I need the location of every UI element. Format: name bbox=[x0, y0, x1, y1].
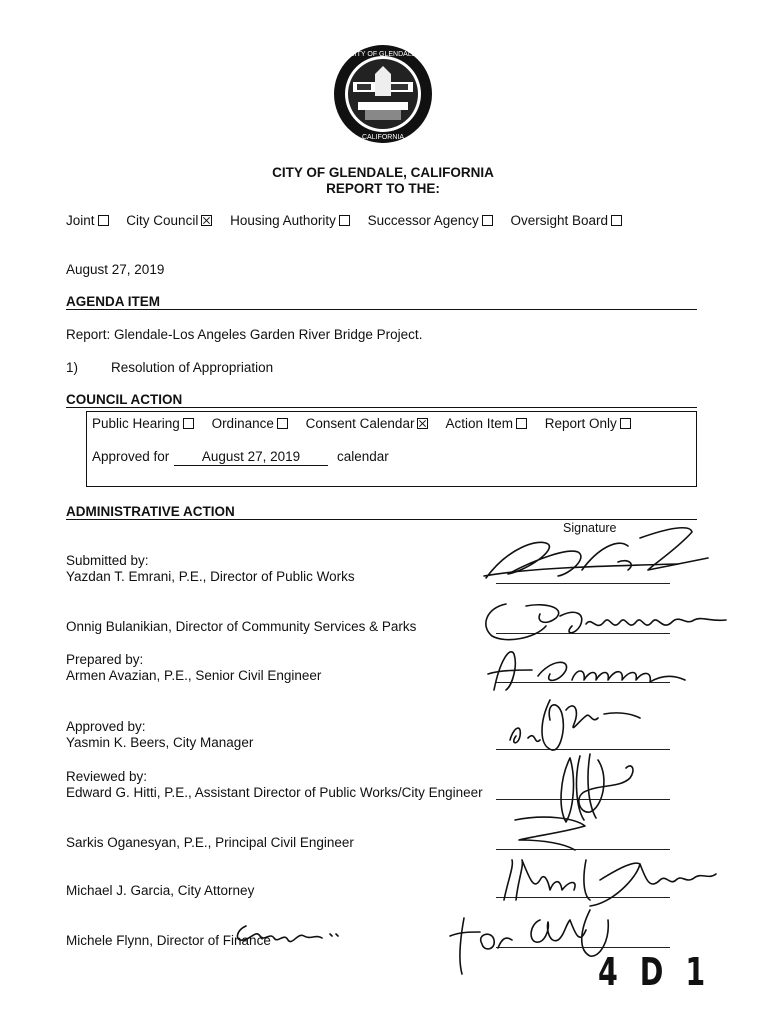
checkbox-joint[interactable] bbox=[98, 215, 109, 226]
checkbox-successor-agency[interactable] bbox=[482, 215, 493, 226]
option-action-item[interactable]: Action Item bbox=[445, 416, 541, 431]
checkbox-ordinance[interactable] bbox=[277, 418, 288, 429]
reviewed-by-name: Edward G. Hitti, P.E., Assistant Director of Public Works/City Engineer bbox=[66, 785, 483, 800]
report-subtitle: REPORT TO THE: bbox=[326, 181, 440, 196]
city-attorney-name: Michael J. Garcia, City Attorney bbox=[66, 883, 255, 898]
report-to-oversight-board[interactable]: Oversight Board bbox=[511, 213, 637, 228]
calendar-label: calendar bbox=[337, 449, 389, 464]
finance-director-name: Michele Flynn, Director of Finance bbox=[66, 933, 271, 948]
report-to-housing-authority[interactable]: Housing Authority bbox=[230, 213, 364, 228]
signature-emrani bbox=[478, 518, 718, 598]
agenda-item-rule bbox=[66, 309, 697, 310]
principal-engineer-name: Sarkis Oganesyan, P.E., Principal Civil Engineer bbox=[66, 835, 354, 850]
checkbox-report-only[interactable] bbox=[620, 418, 631, 429]
checkbox-public-hearing[interactable] bbox=[183, 418, 194, 429]
prepared-by-name: Armen Avazian, P.E., Senior Civil Engineer bbox=[66, 668, 322, 683]
signature-bulanikian bbox=[476, 596, 736, 646]
agenda-report: Report: Glendale-Los Angeles Garden River Bridge Project. bbox=[66, 327, 423, 342]
report-to-row bbox=[66, 213, 636, 229]
approved-for-date[interactable]: August 27, 2019 bbox=[174, 449, 328, 466]
agenda-item-heading: AGENDA ITEM bbox=[66, 294, 160, 309]
parks-director-name: Onnig Bulanikian, Director of Community Services & Parks bbox=[66, 619, 417, 634]
approved-by-name: Yasmin K. Beers, City Manager bbox=[66, 735, 254, 750]
signature-column-label: Signature bbox=[563, 521, 617, 535]
council-action-rule bbox=[66, 407, 697, 408]
approved-for-label: Approved for bbox=[92, 449, 170, 464]
approved-by-label: Approved by: bbox=[66, 719, 146, 734]
signature-flynn-finance bbox=[226, 918, 346, 948]
option-ordinance[interactable]: Ordinance bbox=[212, 416, 302, 431]
report-to-successor-agency[interactable]: Successor Agency bbox=[368, 213, 507, 228]
option-consent-calendar[interactable]: Consent Calendar bbox=[306, 416, 443, 431]
report-date: August 27, 2019 bbox=[66, 262, 165, 277]
checkbox-action-item[interactable] bbox=[516, 418, 527, 429]
reviewed-by-label: Reviewed by: bbox=[66, 769, 148, 784]
administrative-action-heading: ADMINISTRATIVE ACTION bbox=[66, 504, 235, 519]
submitted-by-name: Yazdan T. Emrani, P.E., Director of Public Works bbox=[66, 569, 355, 584]
checkbox-oversight-board[interactable] bbox=[611, 215, 622, 226]
report-to-city-council[interactable]: City Council bbox=[126, 213, 226, 228]
council-action-heading: COUNCIL ACTION bbox=[66, 392, 183, 407]
prepared-by-label: Prepared by: bbox=[66, 652, 144, 667]
city-seal bbox=[333, 44, 433, 144]
report-title: CITY OF GLENDALE, CALIFORNIA bbox=[272, 165, 494, 180]
council-action-options bbox=[92, 416, 645, 432]
option-public-hearing[interactable]: Public Hearing bbox=[92, 416, 208, 431]
submitted-by-label: Submitted by: bbox=[66, 553, 149, 568]
svg-text:CALIFORNIA: CALIFORNIA bbox=[361, 134, 405, 141]
checkbox-consent-calendar[interactable] bbox=[417, 418, 428, 429]
report-to-joint[interactable]: Joint bbox=[66, 213, 123, 228]
checkbox-housing-authority[interactable] bbox=[339, 215, 350, 226]
handwritten-item-number: 4 D 1 bbox=[598, 950, 712, 994]
agenda-item-text: Resolution of Appropriation bbox=[111, 360, 274, 375]
option-report-only[interactable]: Report Only bbox=[545, 416, 645, 431]
agenda-item-number: 1) bbox=[66, 360, 79, 375]
svg-text:CITY OF GLENDALE: CITY OF GLENDALE bbox=[349, 51, 417, 58]
checkbox-city-council[interactable] bbox=[201, 215, 212, 226]
